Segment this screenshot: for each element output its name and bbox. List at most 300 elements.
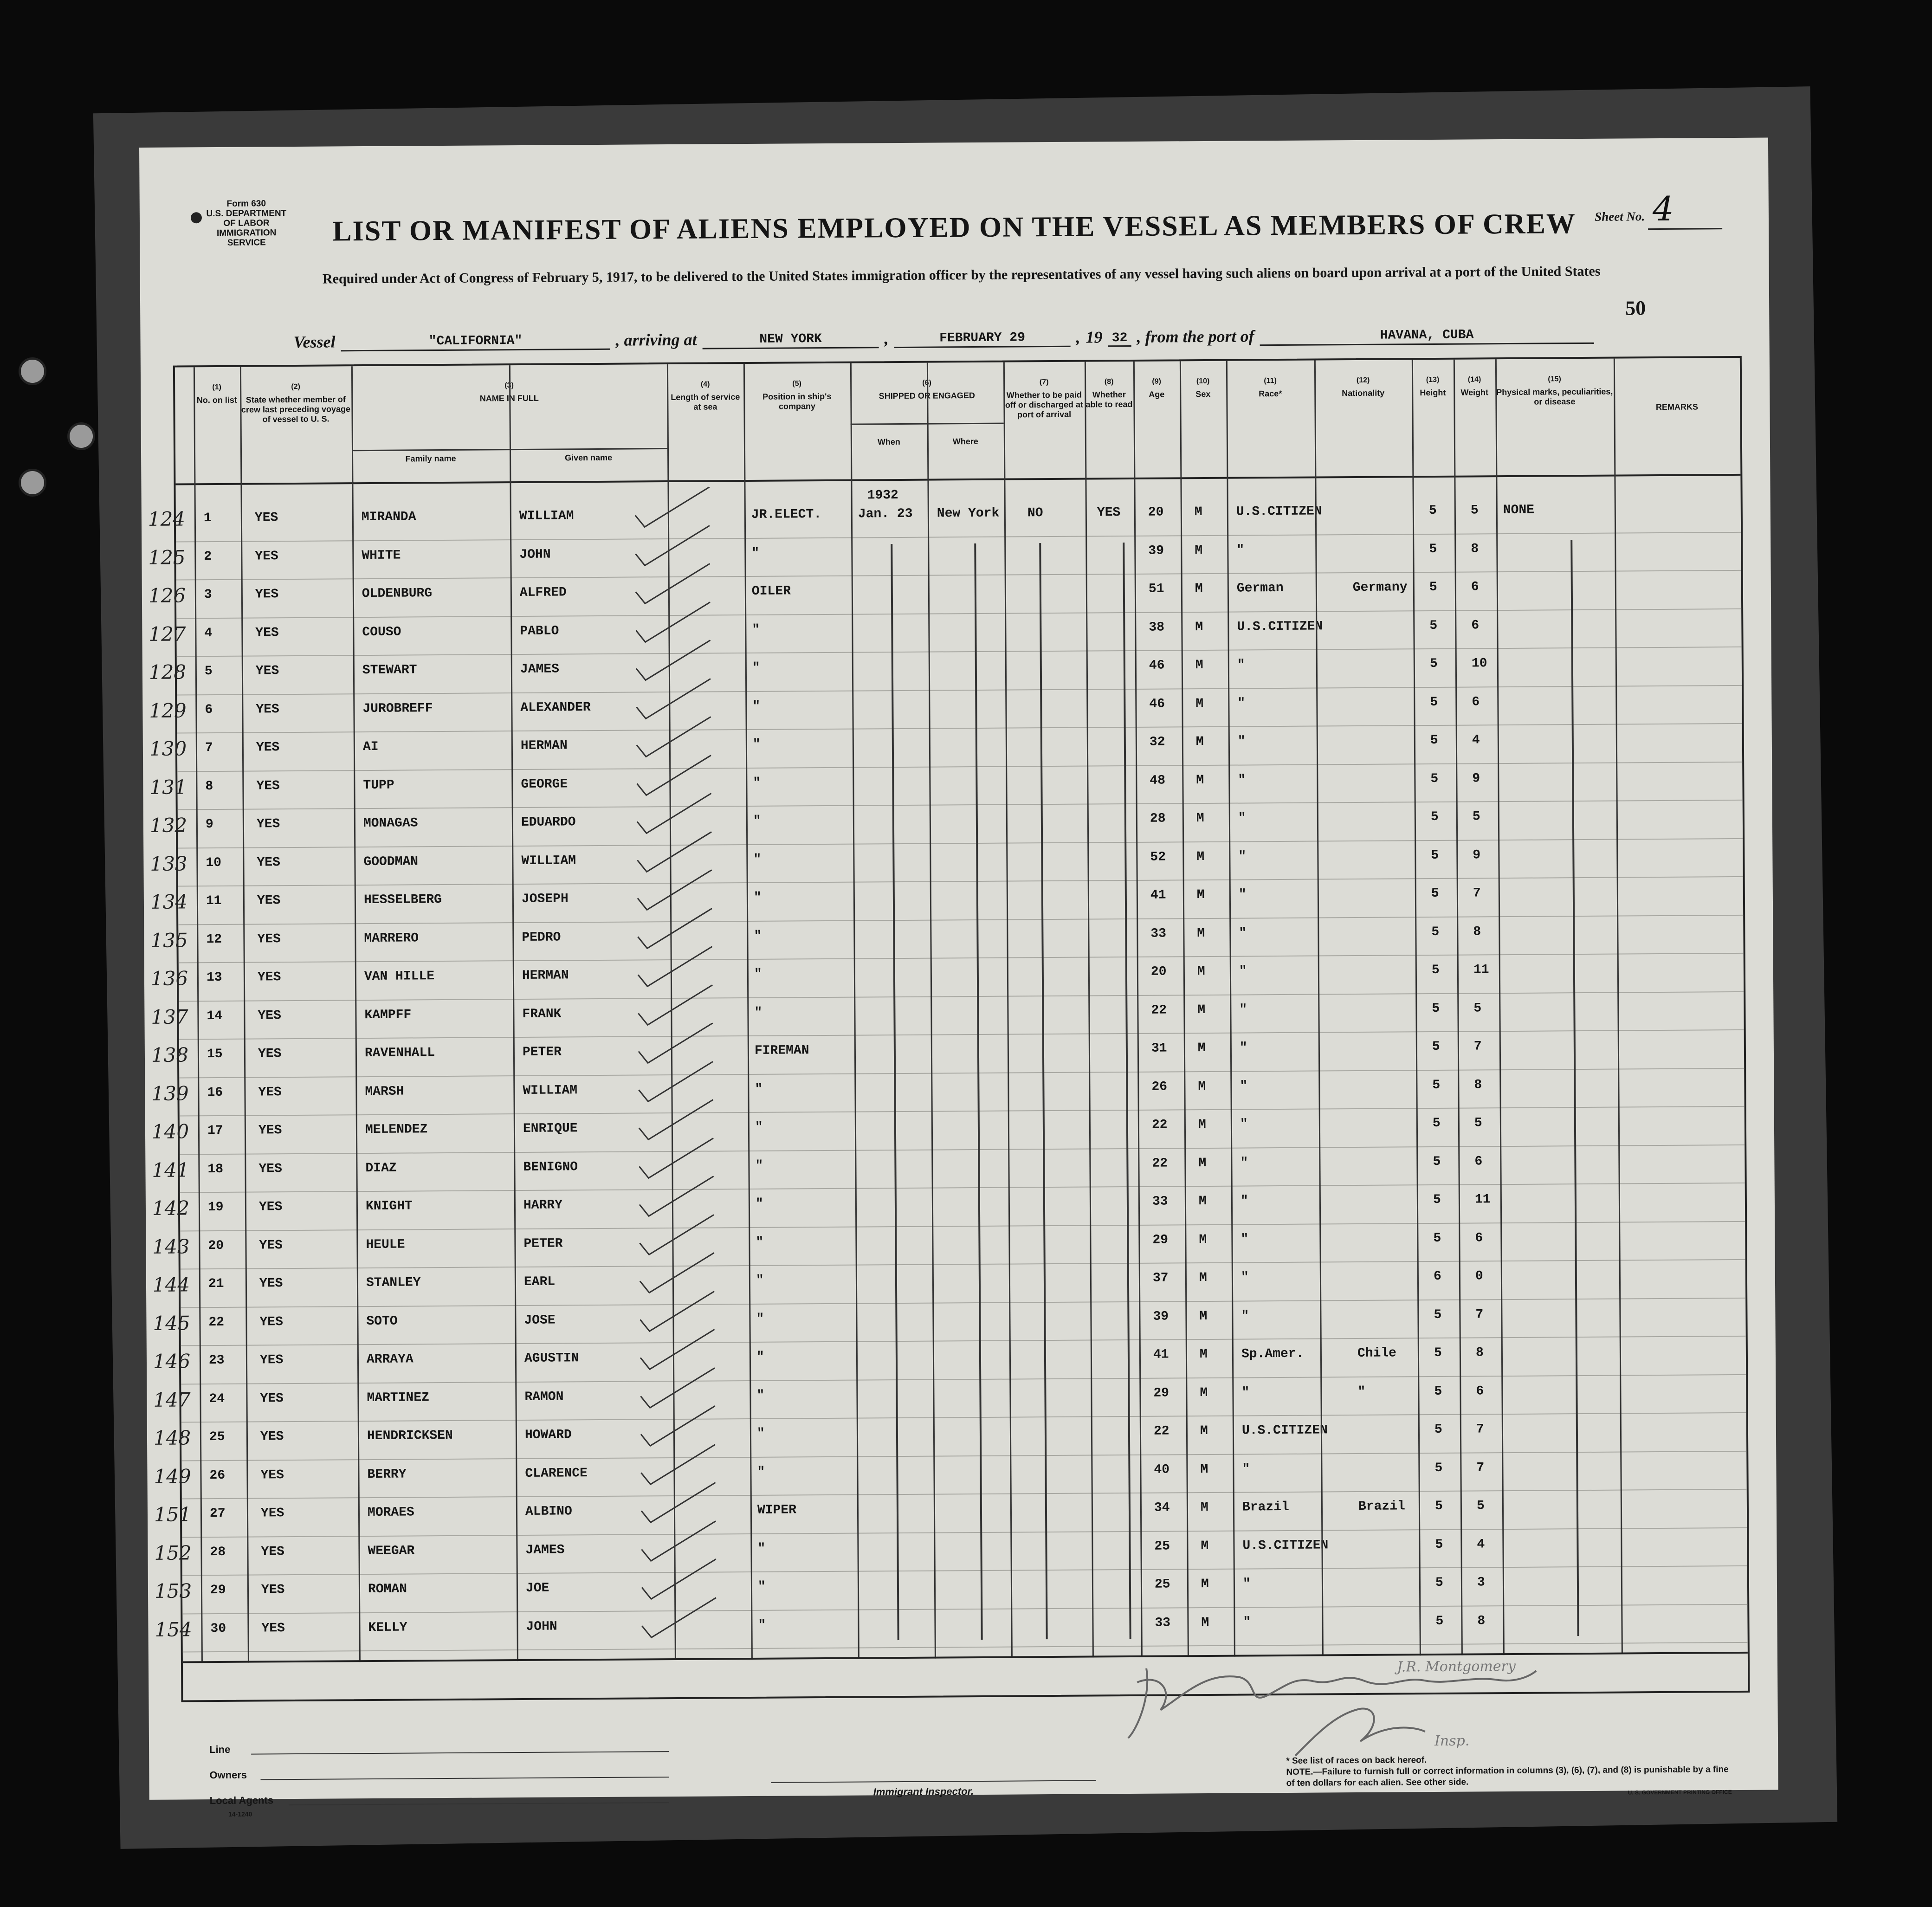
cell-race: ": [1239, 925, 1247, 941]
cell-height: 5: [1432, 1078, 1441, 1092]
cell-age: 38: [1149, 620, 1165, 635]
cell-family: GOODMAN: [363, 854, 419, 869]
cell-position: OILER: [751, 584, 791, 599]
cell-family: COUSO: [362, 625, 401, 640]
row-rule: [179, 953, 1744, 963]
cell-height: 5: [1434, 1307, 1442, 1322]
header-race-label: Race*: [1259, 388, 1282, 399]
cell-read: YES: [1097, 505, 1121, 520]
cell-prev: YES: [260, 1506, 284, 1521]
cell-family: OLDENBURG: [362, 586, 433, 601]
cell-height: 5: [1433, 1154, 1441, 1169]
cell-weight: 7: [1473, 1039, 1482, 1054]
cell-height: 5: [1428, 503, 1437, 518]
cell-age: 46: [1149, 697, 1165, 711]
row-rule: [176, 570, 1741, 581]
cell-position: ": [758, 1618, 766, 1633]
header-paid-off-number: (7): [1039, 378, 1049, 387]
cell-sex: M: [1200, 1385, 1208, 1400]
footer-line-label: Line: [209, 1743, 231, 1756]
header-nationality-label: Nationality: [1342, 388, 1385, 398]
cell-height: 5: [1431, 848, 1439, 863]
cell-no: 21: [208, 1276, 224, 1292]
cell-marks: NONE: [1503, 503, 1535, 518]
cell-no: 5: [204, 664, 213, 679]
handwritten-row-number: 141: [152, 1158, 189, 1182]
header-able-to-read-number: (8): [1104, 378, 1114, 386]
row-rule: [181, 1412, 1746, 1423]
cell-race: Brazil: [1242, 1500, 1289, 1515]
handwritten-row-number: 148: [153, 1426, 191, 1449]
header-shipped-where-label: Where: [952, 436, 978, 446]
cell-no: 27: [209, 1506, 226, 1521]
handwritten-row-number: 125: [148, 545, 186, 569]
cell-weight: 4: [1477, 1537, 1485, 1551]
cell-given: PABLO: [520, 623, 559, 639]
cell-given: JOSEPH: [521, 892, 569, 906]
header-weight: [1454, 375, 1495, 398]
cell-weight: 5: [1474, 1116, 1482, 1131]
cell-given: HERMAN: [522, 968, 569, 983]
header-name-in-full-label: NAME IN FULL: [479, 393, 539, 403]
cell-age: 32: [1149, 735, 1165, 750]
handwritten-row-number: 127: [149, 622, 186, 646]
cell-position: ": [755, 1120, 763, 1135]
cell-age: 25: [1154, 1577, 1170, 1592]
cell-given: JOHN: [526, 1619, 557, 1634]
cell-no: 19: [207, 1200, 224, 1215]
cell-prev: YES: [261, 1621, 285, 1635]
arriving-label: , arriving at: [615, 330, 697, 349]
row-rule: [176, 608, 1741, 619]
row-rule: [178, 914, 1743, 925]
cell-no: 23: [208, 1353, 225, 1368]
cell-height: 5: [1434, 1384, 1442, 1399]
cell-race: ": [1236, 543, 1245, 558]
cell-nationality: Chile: [1357, 1346, 1397, 1361]
column-divider: [850, 363, 859, 1659]
cell-weight: 3: [1477, 1575, 1485, 1590]
cell-position: ": [754, 1005, 762, 1020]
cell-given: PETER: [522, 1045, 562, 1060]
form-number: Form 630 U.S. DEPARTMENT OF LABOR IMMIGRATION SERVICE: [206, 199, 287, 248]
cell-height: 5: [1430, 733, 1438, 748]
cell-where: New York: [937, 506, 1000, 521]
cell-sex: M: [1197, 926, 1205, 941]
cell-race: ": [1240, 1155, 1248, 1170]
header-remarks-label: REMARKS: [1655, 402, 1699, 412]
cell-family: STANLEY: [366, 1275, 421, 1291]
row-rule: [177, 761, 1742, 772]
cell-family: KNIGHT: [365, 1199, 413, 1214]
cell-position: ": [752, 699, 761, 714]
cell-prev: YES: [261, 1583, 285, 1597]
cell-height: 6: [1433, 1269, 1441, 1284]
signature-text: J.R. Montgomery: [1396, 1658, 1516, 1675]
page-title: LIST OR MANIFEST OF ALIENS EMPLOYED ON THE VESSEL AS MEMBERS OF CREW: [332, 208, 1577, 247]
handwritten-row-number: 143: [152, 1235, 190, 1258]
header-sex-number: (10): [1196, 377, 1210, 386]
cell-weight: 6: [1471, 580, 1479, 595]
cell-prev: YES: [258, 1161, 282, 1176]
cell-prev: YES: [260, 1467, 284, 1482]
row-rule: [179, 991, 1744, 1002]
cell-no: 7: [205, 741, 213, 756]
cell-family: MARSH: [365, 1084, 404, 1099]
cell-position: ": [757, 1579, 766, 1594]
cell-no: 13: [206, 970, 222, 985]
cell-age: 48: [1150, 773, 1166, 788]
column-divider: [1226, 361, 1235, 1657]
cell-height: 5: [1432, 1039, 1440, 1054]
cell-race: German: [1236, 581, 1284, 596]
cell-family: RAVENHALL: [364, 1046, 435, 1061]
cell-position: ": [757, 1465, 765, 1480]
row-rule: [180, 1106, 1745, 1117]
arrival-port: NEW YORK: [702, 331, 879, 349]
footer-agents-code: 14-1240: [228, 1810, 252, 1818]
column-divider: [1003, 362, 1013, 1658]
cell-no: 4: [204, 626, 213, 640]
cell-position: ": [753, 890, 762, 905]
cell-race: ": [1241, 1308, 1249, 1324]
cell-position: JR.ELECT.: [751, 507, 822, 522]
footer-line-blank: [251, 1751, 669, 1754]
cell-no: 17: [207, 1123, 223, 1138]
cell-no: 8: [205, 779, 213, 794]
cell-family: ARRAYA: [366, 1352, 414, 1367]
cell-family: STEWART: [362, 663, 417, 678]
cell-family: MARTINEZ: [367, 1390, 429, 1405]
subtitle: Required under Act of Congress of February 5, 1917, to be delivered to the United States immigration officer by the representatives of any vessel having such aliens on board upon arrival at a port of the United States: [322, 263, 1601, 287]
cell-position: ": [753, 814, 761, 828]
inspector-label: Immigrant Inspector.: [873, 1785, 974, 1798]
row-rule: [176, 531, 1741, 542]
row-rule: [177, 646, 1742, 657]
cell-age: 52: [1150, 850, 1166, 865]
cell-prev: YES: [255, 587, 279, 602]
header-no-on-list-number: (1): [212, 383, 221, 392]
cell-age: 22: [1153, 1424, 1170, 1439]
footer-agents-label: Local Agents: [209, 1794, 274, 1807]
cell-prev: YES: [257, 893, 281, 908]
cell-prev: YES: [257, 931, 281, 946]
cell-sex: M: [1194, 505, 1202, 520]
cell-prev: YES: [255, 664, 279, 679]
cell-sex: M: [1198, 1194, 1207, 1209]
cell-family: HENDRICKSEN: [367, 1428, 453, 1444]
handwritten-row-number: 136: [150, 967, 188, 990]
cell-weight: 8: [1474, 1077, 1482, 1092]
ditto-line: [1123, 543, 1131, 1639]
races-note: * See list of races on back hereof.: [1286, 1755, 1427, 1766]
row-rule: [181, 1297, 1745, 1308]
handwritten-row-number: 154: [155, 1617, 192, 1641]
header-paid-off-label: Whether to be paid off or discharged at port of arrival: [1005, 390, 1083, 420]
cell-given: HOWARD: [524, 1428, 572, 1442]
cell-no: 18: [207, 1162, 224, 1177]
cell-given: HARRY: [523, 1198, 563, 1213]
cell-sex: M: [1198, 1156, 1207, 1170]
cell-height: 5: [1434, 1345, 1442, 1361]
cell-no: 12: [206, 932, 222, 947]
cell-sex: M: [1198, 1117, 1206, 1132]
cell-race: ": [1243, 1615, 1251, 1630]
cell-position: ": [756, 1273, 764, 1288]
column-divider: [1180, 361, 1189, 1657]
cell-position: ": [756, 1388, 765, 1403]
header-height-number: (13): [1426, 375, 1440, 384]
cell-sex: M: [1197, 1002, 1206, 1017]
cell-weight: 11: [1474, 1192, 1491, 1207]
cell-sex: M: [1196, 773, 1204, 788]
cell-prev: YES: [255, 625, 279, 640]
cell-position: ": [754, 967, 762, 982]
handwritten-row-number: 134: [150, 890, 188, 913]
vessel-label: Vessel: [293, 332, 336, 351]
cell-given: JOSE: [524, 1313, 556, 1328]
row-rule: [182, 1489, 1747, 1500]
cell-age: 29: [1152, 1233, 1169, 1248]
column-divider: [1454, 360, 1463, 1655]
header-nationality-number: (12): [1356, 376, 1370, 384]
from-label: , from the port of: [1137, 327, 1254, 346]
cell-race: ": [1240, 1194, 1248, 1209]
cell-given: PETER: [523, 1236, 563, 1251]
cell-age: 51: [1148, 582, 1164, 596]
header-race-number: (11): [1264, 377, 1277, 385]
cell-race: ": [1238, 849, 1247, 864]
cell-weight: 8: [1473, 924, 1481, 939]
cell-no: 9: [205, 817, 213, 832]
handwritten-row-number: 145: [153, 1311, 190, 1335]
cell-age: 22: [1151, 1003, 1167, 1018]
column-divider: [240, 367, 249, 1663]
cell-family: MONAGAS: [363, 816, 418, 831]
cell-family: WHITE: [362, 548, 401, 563]
cell-no: 11: [206, 893, 222, 909]
cell-sex: M: [1200, 1423, 1208, 1439]
cell-race: U.S.CITIZEN: [1242, 1538, 1329, 1553]
cell-age: 33: [1155, 1615, 1171, 1630]
footer-owners-label: Owners: [209, 1769, 247, 1781]
cell-no: 15: [207, 1047, 223, 1062]
cell-family: ROMAN: [368, 1582, 407, 1597]
cell-height: 5: [1432, 1001, 1440, 1016]
handwritten-row-number: 131: [149, 775, 187, 799]
cell-position: ": [755, 1158, 763, 1173]
cell-age: 31: [1151, 1041, 1167, 1056]
handwritten-row-number: 152: [154, 1541, 192, 1564]
cell-race: ": [1240, 1117, 1248, 1132]
cell-sex: M: [1197, 1041, 1206, 1056]
header-physical-marks-label: Physical marks, peculiarities, or disease: [1496, 387, 1613, 407]
cell-no: 24: [209, 1391, 225, 1406]
cell-sex: M: [1201, 1577, 1209, 1592]
cell-given: HERMAN: [520, 738, 568, 754]
cell-given: BENIGNO: [523, 1159, 578, 1175]
cell-no: 25: [209, 1429, 225, 1445]
vessel-line: Vessel "CALIFORNIA" , arriving at NEW YORK , FEBRUARY 29 , 19 32 , from the port of HAVANA, CUBA: [191, 323, 1723, 352]
cell-position: ": [754, 929, 762, 944]
cell-weight: 6: [1472, 694, 1480, 709]
cell-prev: YES: [259, 1276, 283, 1291]
cell-race: ": [1239, 1002, 1247, 1017]
cell-age: 29: [1153, 1385, 1170, 1401]
cell-prev: YES: [259, 1314, 283, 1329]
cell-nationality: ": [1357, 1384, 1366, 1399]
page-number: 50: [1625, 297, 1646, 320]
cell-family: MARRERO: [364, 931, 419, 946]
cell-position: FIREMAN: [754, 1043, 809, 1058]
cell-given: EARL: [523, 1274, 556, 1289]
cell-no: 29: [210, 1583, 226, 1598]
cell-family: JUROBREFF: [362, 701, 433, 716]
cell-weight: 5: [1472, 809, 1480, 824]
column-divider: [1133, 362, 1143, 1657]
cell-sex: M: [1195, 658, 1203, 673]
header-age-number: (9): [1152, 377, 1161, 386]
cell-sex: M: [1196, 888, 1205, 903]
column-divider: [509, 365, 518, 1661]
cell-given: JOE: [525, 1581, 549, 1596]
handwritten-row-number: 142: [152, 1196, 190, 1220]
cell-position: ": [755, 1082, 763, 1097]
signature-title: Insp.: [1434, 1732, 1470, 1750]
header-family-name-label: Family name: [405, 453, 456, 464]
cell-position: ": [756, 1235, 764, 1250]
column-divider: [1314, 361, 1324, 1656]
header-no-on-list: [194, 383, 240, 406]
cell-weight: 6: [1474, 1154, 1483, 1169]
cell-prev: YES: [258, 1085, 282, 1099]
cell-family: KELLY: [368, 1620, 407, 1635]
cell-position: ": [752, 622, 760, 637]
handwritten-row-number: 137: [151, 1005, 188, 1028]
cell-prev: YES: [255, 549, 278, 563]
cell-race: ": [1238, 887, 1247, 902]
cell-race: ": [1239, 1041, 1247, 1055]
cell-position: ": [757, 1541, 766, 1556]
punch-hole: [19, 469, 46, 497]
column-divider: [1412, 360, 1421, 1655]
cell-prev: YES: [256, 702, 279, 717]
punch-hole: [67, 422, 95, 450]
header-sex: [1180, 377, 1226, 400]
cell-height: 5: [1429, 580, 1437, 595]
cell-weight: 4: [1472, 733, 1480, 748]
cell-height: 5: [1429, 656, 1438, 672]
cell-height: 5: [1430, 695, 1438, 710]
column-divider: [927, 363, 936, 1659]
cell-family: WEEGAR: [368, 1543, 415, 1558]
row-rule: [183, 1642, 1748, 1653]
checkmark-icon: [637, 1593, 721, 1644]
cell-race: U.S.CITIZEN: [1241, 1423, 1328, 1438]
cell-position: ": [756, 1312, 764, 1326]
cell-prev: YES: [260, 1429, 284, 1444]
ditto-line: [891, 544, 899, 1640]
cell-prev: YES: [260, 1391, 284, 1406]
sheet-number-handwritten: 4: [1652, 189, 1674, 229]
cell-given: ALFRED: [519, 585, 567, 601]
penalty-note: NOTE.—Failure to furnish full or correct information in columns (3), (6), (7), and (8) is punishable by a fine of ten dollars for each alien. See other side.: [1286, 1765, 1729, 1788]
printer-note: U. S. GOVERNMENT PRINTING OFFICE: [1628, 1789, 1732, 1796]
cell-weight: 7: [1475, 1307, 1484, 1322]
cell-sex: M: [1199, 1309, 1208, 1324]
cell-sex: M: [1195, 620, 1203, 634]
row-rule: [180, 1144, 1745, 1155]
cell-paid-off: NO: [1027, 506, 1043, 521]
handwritten-row-number: 130: [149, 737, 187, 760]
cell-sex: M: [1195, 582, 1203, 596]
cell-no: 3: [204, 588, 212, 602]
cell-family: KAMPFF: [364, 1007, 412, 1022]
cell-race: ": [1237, 734, 1246, 749]
cell-family: HEULE: [366, 1237, 405, 1252]
crew-table: [148, 356, 1750, 1702]
cell-weight: 10: [1471, 656, 1487, 671]
row-rule: [178, 876, 1743, 887]
cell-age: 39: [1153, 1309, 1169, 1324]
cell-weight: 6: [1471, 618, 1480, 633]
row-rule: [179, 1067, 1744, 1078]
cell-race: ": [1241, 1270, 1249, 1285]
cell-race: ": [1237, 658, 1245, 672]
inspector-line: [771, 1780, 1096, 1783]
cell-age: 40: [1154, 1462, 1170, 1477]
cell-position: ": [756, 1350, 764, 1364]
punch-hole: [19, 357, 46, 385]
column-divider: [1085, 362, 1094, 1658]
cell-age: 28: [1150, 811, 1166, 826]
cell-position: ": [753, 852, 762, 867]
cell-prev: YES: [258, 1123, 282, 1138]
cell-race: U.S.CITIZEN: [1237, 619, 1323, 634]
cell-sex: M: [1200, 1462, 1208, 1477]
cell-age: 41: [1150, 888, 1166, 903]
cell-weight: 6: [1476, 1383, 1484, 1398]
manifest-sheet: [139, 138, 1778, 1818]
cell-height: 5: [1435, 1537, 1443, 1552]
table-header: [175, 358, 1740, 485]
cell-prev: YES: [259, 1353, 284, 1368]
cell-height: 5: [1430, 809, 1439, 825]
handwritten-row-number: 147: [153, 1388, 191, 1411]
cell-prev: YES: [256, 778, 280, 793]
cell-family: DIAZ: [365, 1161, 397, 1176]
cell-sex: M: [1201, 1539, 1209, 1553]
header-able-to-read-label: Whether able to read: [1086, 390, 1133, 409]
header-shipped-or-engaged-number: (6): [922, 379, 931, 387]
arrival-date: FEBRUARY 29: [894, 330, 1070, 348]
cell-weight: 5: [1473, 1001, 1482, 1015]
row-rule: [182, 1565, 1747, 1576]
cell-no: 20: [208, 1238, 224, 1253]
cell-weight: 6: [1475, 1230, 1483, 1245]
header-family-name: [352, 453, 510, 464]
cell-given: JAMES: [525, 1542, 565, 1558]
cell-height: 5: [1431, 924, 1440, 939]
cell-age: 41: [1153, 1347, 1169, 1362]
cell-no: 28: [210, 1545, 226, 1559]
cell-sex: M: [1200, 1500, 1208, 1515]
cell-height: 5: [1431, 963, 1440, 978]
header-length-of-service-number: (4): [700, 380, 710, 388]
header-previous-voyage-number: (2): [291, 382, 300, 391]
from-port: HAVANA, CUBA: [1260, 327, 1594, 346]
cell-race: Sp.Amer.: [1241, 1346, 1304, 1362]
